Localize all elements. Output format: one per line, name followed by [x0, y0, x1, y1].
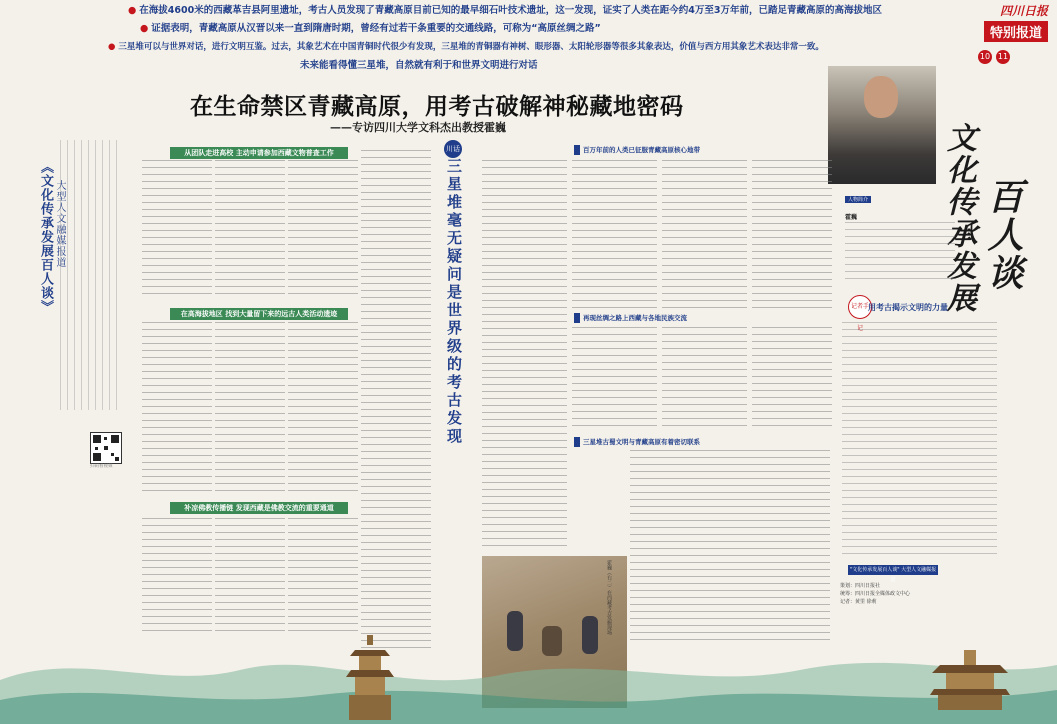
article-body: [288, 322, 358, 497]
bio-lines: [845, 222, 955, 280]
article-body: [752, 160, 832, 308]
masthead: [898, 2, 1048, 62]
credit-line: 统筹：四川日报全媒体政文中心: [840, 591, 911, 597]
series-subtitle: 大型人文融媒报道: [54, 180, 65, 268]
article-body: [215, 518, 285, 636]
series-banner: "文化传承发展百人谈" 大型人文融媒报道: [849, 567, 937, 583]
section-header: 补凉佛教传播链 发现西藏是佛教交流的重要通道: [170, 502, 348, 514]
quote-badge: 川话: [444, 140, 462, 158]
article-body: [752, 327, 832, 432]
person-tag: 人物简介: [845, 196, 871, 203]
credit-line: 策划：四川日报社: [840, 583, 881, 589]
article-body: [142, 518, 212, 636]
credits: [840, 582, 990, 606]
header-line-4: 未来能看得懂三星堆，自然就有利于和世界文明进行对话: [300, 60, 538, 71]
face: [864, 76, 898, 118]
article-body: [142, 160, 212, 300]
page-number: 11: [996, 50, 1010, 64]
bullet-icon: ●: [140, 23, 149, 34]
calligraphy-title: 文化传承发展: [941, 122, 976, 314]
commentary-title: 用考古揭示文明的力量: [868, 302, 948, 312]
bullet-icon: ●: [128, 5, 137, 16]
bullet-icon: ●: [108, 42, 116, 52]
section-header: 三星堆古蜀文明与青藏高原有着密切联系: [574, 437, 700, 447]
article-body: [361, 150, 431, 650]
header-line-3: ● 三星堆可以与世界对话，进行文明互鉴。过去，其象艺术在中国青铜时代很少有发现，三星堆的青铜器有神树、眼形器、太阳轮形器等很多其象表达，价值与西方用其象艺术表达非常一致。: [108, 42, 824, 52]
article-body: [288, 160, 358, 300]
article-body: [215, 322, 285, 497]
article-body: [215, 160, 285, 300]
article-body: [572, 160, 657, 308]
header-line-2: ● 证据表明，青藏高原从汉晋以来一直到隋唐时期，曾经有过若干条重要的交通线路，可称为“高原丝绸之路”: [140, 23, 601, 34]
article-body: [662, 160, 747, 308]
article-body: [288, 518, 358, 636]
section-header: 百万年前的人类已征服青藏高原核心地带: [574, 145, 700, 155]
section-header: 再现丝绸之路上西藏与各地民族交流: [574, 313, 687, 323]
pavilion-illustration: [930, 640, 1010, 710]
article-body: [572, 327, 657, 432]
left-column-body: [60, 140, 120, 410]
commentary-body-lines: [842, 322, 997, 554]
credit-line: 记者：黄里 徐莉: [840, 599, 877, 605]
series-title: 《文化传承发展百人谈》: [38, 160, 53, 314]
article-body: [482, 160, 567, 550]
section-header: 在高海拔地区 找到大量留下来的远古人类活动遗迹: [170, 308, 348, 320]
section-header: 从团队走进高校 主动申请参加西藏文物普查工作: [170, 147, 348, 159]
mountain-decoration: [0, 640, 1057, 724]
header-line-1: ● 在海拔4600米的西藏革吉县阿里遗址，考古人员发现了青藏高原目前已知的最早细石叶技术遗址，这一发现，证实了人类在距今约4万至3万年前，已踏足青藏高原的高海拔地区: [128, 5, 882, 16]
person-name: 霍巍: [845, 214, 858, 221]
calligraphy-title-2: 百人谈: [982, 178, 1024, 292]
commentary-badge: 记者手记: [848, 295, 872, 319]
qr-caption: 扫码看视频: [90, 464, 113, 469]
page-title: 在生命禁区青藏高原，用考古破解神秘藏地密码: [190, 94, 684, 120]
article-body: [630, 450, 830, 640]
paper-name: 四川日报: [999, 4, 1048, 18]
pagoda-illustration: [345, 630, 395, 720]
portrait-photo: [828, 66, 936, 184]
special-report-label: 特别报道: [984, 21, 1048, 42]
page-number: 10: [978, 50, 992, 64]
photo-caption: 霍巍（右二）在西藏考古发掘现场: [606, 560, 612, 635]
page-subtitle: ——专访四川大学文科杰出教授霍巍: [330, 121, 506, 134]
pull-quote: 三星堆毫无疑问是世界级的考古发现: [445, 158, 463, 446]
qr-code[interactable]: [90, 432, 122, 464]
article-body: [662, 327, 747, 432]
article-body: [142, 322, 212, 497]
